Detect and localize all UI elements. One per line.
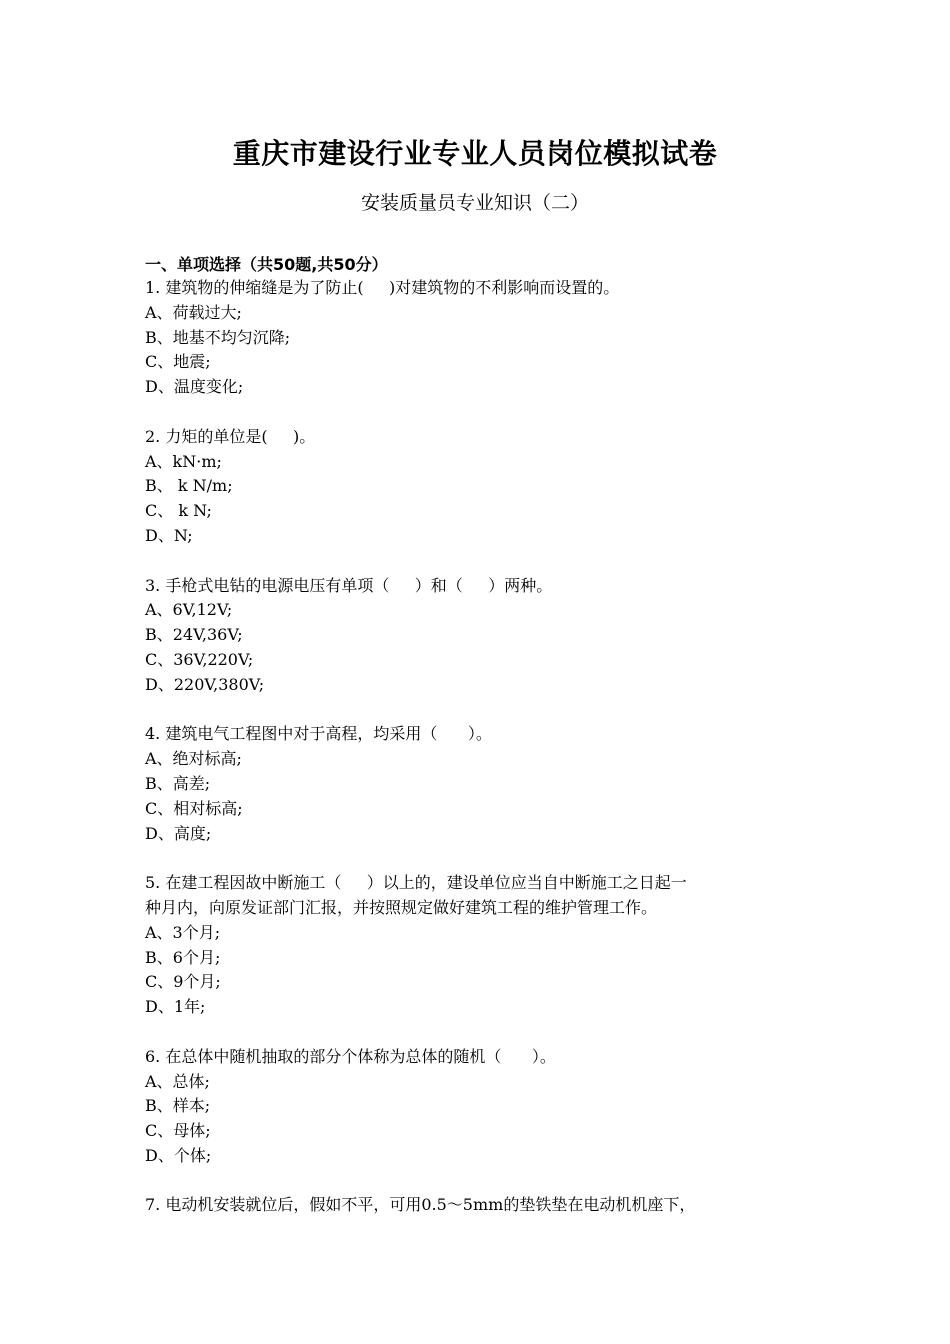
question-text: 6. 在总体中随机抽取的部分个体称为总体的随机（ ）。 — [145, 1046, 556, 1066]
page-subtitle: 安装质量员专业知识（二） — [360, 192, 589, 214]
answer-option: B、24V,36V; — [145, 625, 243, 645]
question-block — [145, 871, 805, 1020]
question-list — [145, 276, 805, 1218]
question-block — [145, 1193, 805, 1218]
question-block — [145, 425, 805, 549]
question-text: 4. 建筑电气工程图中对于高程，均采用（ ）。 — [145, 724, 492, 744]
answer-option: D、个体; — [145, 1145, 212, 1165]
answer-option: A、绝对标高; — [145, 749, 242, 769]
answer-option: D、220V,380V; — [145, 674, 265, 694]
answer-option: D、高度; — [145, 823, 212, 843]
question-spacer — [145, 1020, 805, 1045]
answer-option: C、地震; — [145, 352, 211, 372]
question-spacer — [145, 1169, 805, 1194]
question-spacer — [145, 400, 805, 425]
answer-option: A、3个月; — [145, 922, 221, 942]
answer-option: B、6个月; — [145, 947, 221, 967]
question-block — [145, 276, 805, 400]
question-block — [145, 574, 805, 698]
question-text: 种月内，向原发证部门汇报，并按照规定做好建筑工程的维护管理工作。 — [145, 897, 658, 917]
question-text: 2. 力矩的单位是( )。 — [145, 426, 316, 446]
answer-option: D、N; — [145, 525, 193, 545]
answer-option: C、 k N; — [145, 501, 212, 521]
question-text: 5. 在建工程因故中断施工（ ）以上的，建设单位应当自中断施工之日起一 — [145, 873, 687, 893]
question-spacer — [145, 549, 805, 574]
answer-option: C、母体; — [145, 1121, 211, 1141]
question-block — [145, 1045, 805, 1169]
question-spacer — [145, 846, 805, 871]
answer-option: C、9个月; — [145, 972, 221, 992]
question-text: 3. 手枪式电钻的电源电压有单项（ ）和（ ）两种。 — [145, 575, 553, 595]
answer-option: C、相对标高; — [145, 798, 243, 818]
answer-option: A、荷载过大; — [145, 302, 242, 322]
answer-option: C、36V,220V; — [145, 649, 254, 669]
answer-option: B、样本; — [145, 1096, 211, 1116]
answer-option: A、6V,12V; — [145, 600, 233, 620]
page-title: 重庆市建设行业专业人员岗位模拟试卷 — [232, 137, 718, 170]
section-heading: 一、单项选择（共50题,共50分） — [145, 255, 388, 274]
answer-option: D、1年; — [145, 997, 206, 1017]
question-spacer — [145, 698, 805, 723]
answer-option: A、kN·m; — [145, 451, 222, 471]
answer-option: B、地基不均匀沉降; — [145, 327, 291, 347]
answer-option: D、温度变化; — [145, 377, 244, 397]
answer-option: B、 k N/m; — [145, 476, 233, 496]
question-text: 7. 电动机安装就位后，假如不平，可用0.5～5mm的垫铁垫在电动机机座下， — [145, 1195, 696, 1215]
answer-option: B、高差; — [145, 773, 211, 793]
question-text: 1. 建筑物的伸缩缝是为了防止( )对建筑物的不利影响而设置的。 — [145, 278, 620, 297]
answer-option: A、总体; — [145, 1071, 210, 1091]
question-block — [145, 722, 805, 846]
